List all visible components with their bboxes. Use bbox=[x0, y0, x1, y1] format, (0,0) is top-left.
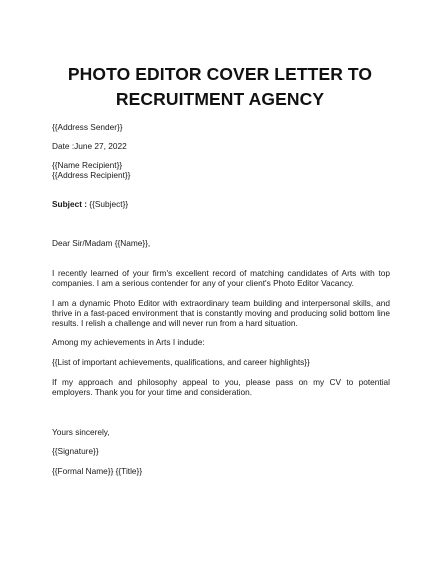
letter-title-line-1: PHOTO EDITOR COVER LETTER TO bbox=[67, 64, 373, 84]
paragraph-achievements-list: {{List of important achievements, qualifications, and career highlights}} bbox=[52, 357, 310, 367]
signature-placeholder: {{Signature}} bbox=[52, 446, 99, 456]
address-sender: {{Address Sender}} bbox=[52, 122, 123, 132]
address-recipient: {{Address Recipient}} bbox=[52, 170, 131, 180]
paragraph-achievements-intro: Among my achievements in Arts I indude: bbox=[52, 337, 205, 347]
subject-line bbox=[52, 199, 128, 209]
subject-label: Subject : bbox=[52, 199, 88, 209]
letter-title-line-2: RECRUITMENT AGENCY bbox=[115, 89, 325, 109]
paragraph-skills: I am a dynamic Photo Editor with extraordinary team building and interpersonal skills, and thrive in a fast-paced environment that is constantly moving and producing solid bottom line results. I relish a challenge and will never run from a hard situation. bbox=[52, 298, 390, 328]
subject-value: {{Subject}} bbox=[87, 199, 129, 209]
letter-date: Date :June 27, 2022 bbox=[52, 141, 127, 151]
paragraph-closing: If my approach and philosophy appeal to you, please pass on my CV to potential employers. Thank you for your time and consideration. bbox=[52, 377, 390, 397]
paragraph-intro: I recently learned of your firm's excellent record of matching candidates of Arts with top companies. I am a serious contender for any of your client's Photo Editor Vacancy. bbox=[52, 268, 390, 288]
formal-name-placeholder: {{Formal Name}} {{Title}} bbox=[52, 466, 143, 476]
name-recipient: {{Name Recipient}} bbox=[52, 160, 123, 170]
salutation: Dear Sir/Madam {{Name}}, bbox=[52, 238, 151, 248]
valediction: Yours sincerely, bbox=[52, 427, 110, 437]
